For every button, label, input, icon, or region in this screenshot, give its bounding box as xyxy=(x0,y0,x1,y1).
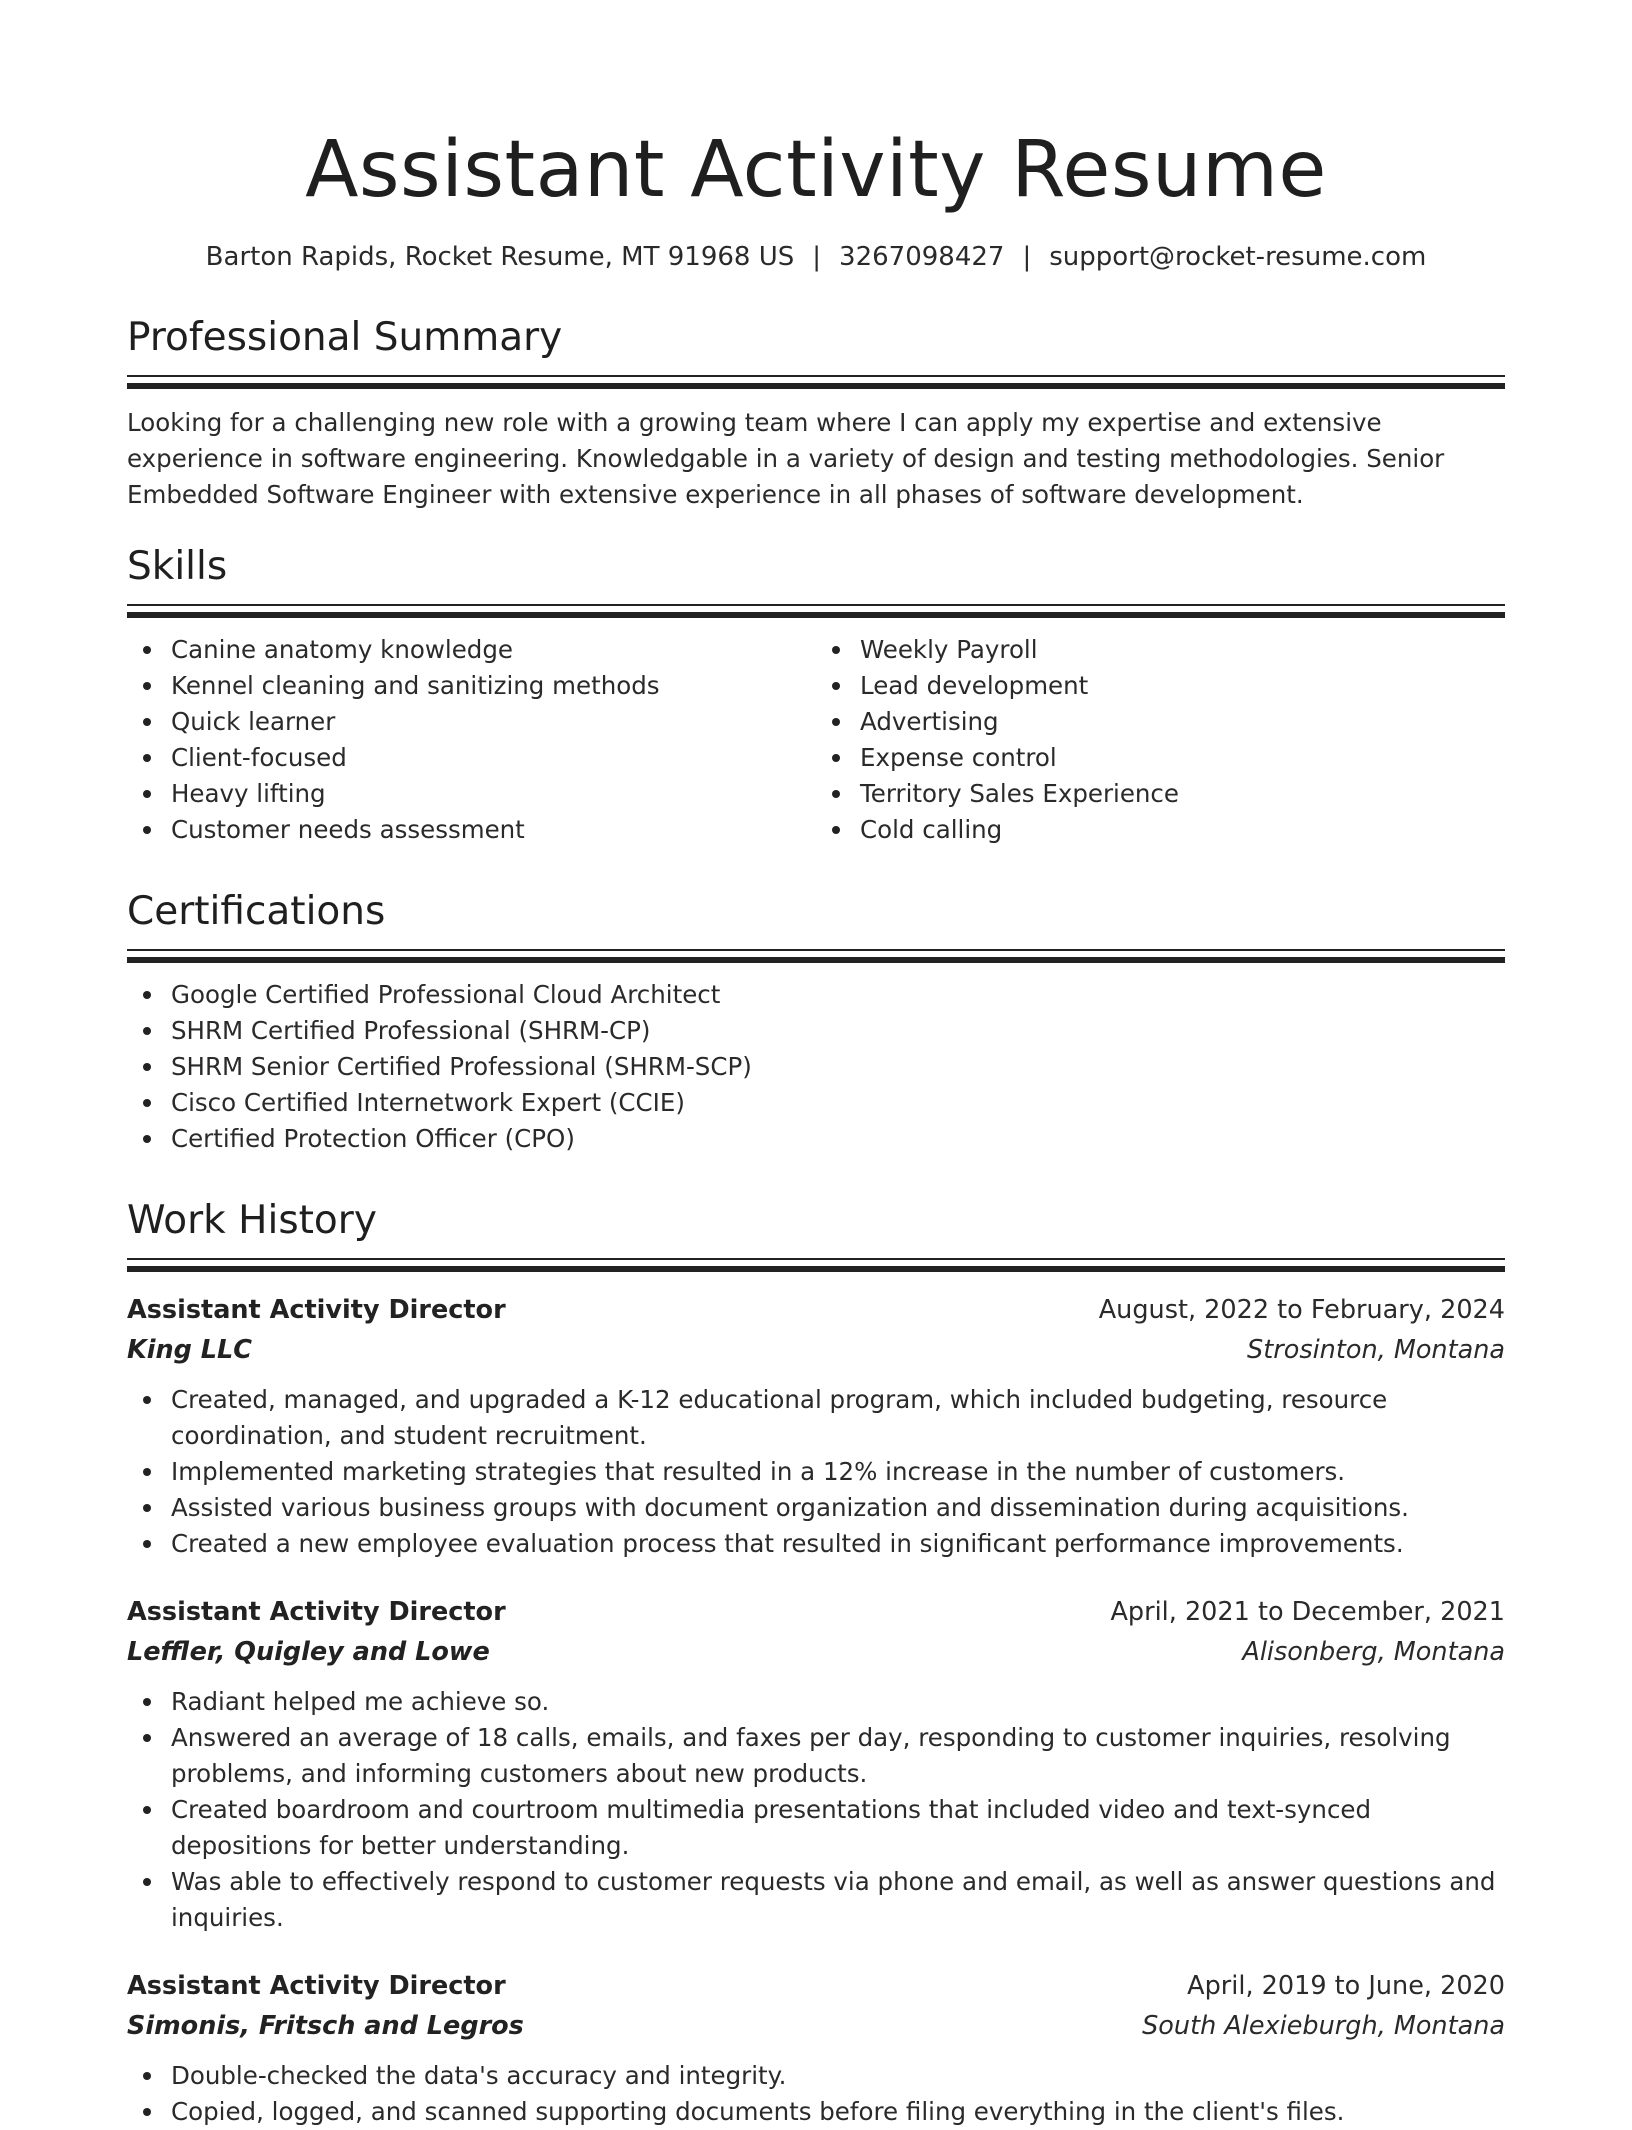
section-heading-skills: Skills xyxy=(127,544,228,589)
job-location: Alisonberg, Montana xyxy=(1242,1637,1505,1667)
skill-item: Cold calling xyxy=(860,812,1505,848)
job-bullet: Was able to effectively respond to customer requests via phone and email, as well as answer questions and inquiries. xyxy=(171,1864,1505,1936)
certification-item: Certified Protection Officer (CPO) xyxy=(171,1121,1505,1157)
skills-grid xyxy=(127,618,1505,848)
job-bullet: Answered an average of 18 calls, emails, and faxes per day, responding to customer inquiries, resolving problems, and informing customers about new products. xyxy=(171,1720,1505,1792)
skill-item: Heavy lifting xyxy=(171,776,816,812)
job-company: King LLC xyxy=(127,1335,252,1365)
certification-item: Google Certified Professional Cloud Architect xyxy=(171,977,1505,1013)
skill-item: Kennel cleaning and sanitizing methods xyxy=(171,668,816,704)
skill-item: Canine anatomy knowledge xyxy=(171,632,816,668)
job-title: Assistant Activity Director xyxy=(127,1597,506,1627)
section-rule xyxy=(127,604,1505,606)
job-bullet: Created a new employee evaluation process that resulted in significant performance improvements. xyxy=(171,1526,1505,1562)
certification-item: SHRM Certified Professional (SHRM-CP) xyxy=(171,1013,1505,1049)
job-dates: August, 2022 to February, 2024 xyxy=(1098,1295,1505,1325)
skill-item: Client-focused xyxy=(171,740,816,776)
skill-item: Weekly Payroll xyxy=(860,632,1505,668)
job-bullets xyxy=(127,1382,1505,1562)
job-company: Simonis, Fritsch and Legros xyxy=(127,2011,524,2041)
section-rule xyxy=(127,1258,1505,1260)
skills-list-left xyxy=(127,632,816,848)
skill-item: Quick learner xyxy=(171,704,816,740)
job-bullet: Implemented marketing strategies that resulted in a 12% increase in the number of customers. xyxy=(171,1454,1505,1490)
skill-item: Expense control xyxy=(860,740,1505,776)
job-bullet: Double-checked the data's accuracy and integrity. xyxy=(171,2058,1505,2094)
skill-item: Lead development xyxy=(860,668,1505,704)
job-entry xyxy=(127,1966,1505,2130)
summary-section xyxy=(127,314,1505,513)
contact-phone: 3267098427 xyxy=(839,242,1005,272)
job-company-row xyxy=(127,1632,1505,1672)
contact-email[interactable]: support@rocket-resume.com xyxy=(1049,242,1427,272)
skill-item: Territory Sales Experience xyxy=(860,776,1505,812)
section-rule-thick xyxy=(127,957,1505,963)
certification-item: Cisco Certified Internetwork Expert (CCIE) xyxy=(171,1085,1505,1121)
contact-line xyxy=(127,240,1505,274)
work-history-section xyxy=(127,1197,1505,2130)
section-rule-thick xyxy=(127,383,1505,389)
job-header-row xyxy=(127,1592,1505,1632)
skill-item: Customer needs assessment xyxy=(171,812,816,848)
job-dates: April, 2019 to June, 2020 xyxy=(1187,1971,1505,2001)
job-bullet: Assisted various business groups with document organization and dissemination during acquisitions. xyxy=(171,1490,1505,1526)
job-company-row xyxy=(127,1330,1505,1370)
job-location: South Alexieburgh, Montana xyxy=(1142,2011,1505,2041)
section-rule-thick xyxy=(127,1266,1505,1272)
summary-text: Looking for a challenging new role with a growing team where I can apply my expertise and extensive experience in software engineering. Knowledgable in a variety of design and testing methodologies. Senior Embedded Software Engineer with extensive experience in all phases of software development. xyxy=(127,408,1445,509)
job-bullets xyxy=(127,1684,1505,1936)
section-heading-certifications: Certifications xyxy=(127,889,386,934)
certification-item: SHRM Senior Certified Professional (SHRM-SCP) xyxy=(171,1049,1505,1085)
section-heading-summary: Professional Summary xyxy=(127,315,563,360)
job-dates: April, 2021 to December, 2021 xyxy=(1110,1597,1505,1627)
job-entry xyxy=(127,1592,1505,1936)
job-header-row xyxy=(127,1290,1505,1330)
job-bullet: Created, managed, and upgraded a K-12 educational program, which included budgeting, resource coordination, and student recruitment. xyxy=(171,1382,1505,1454)
contact-address: Barton Rapids, Rocket Resume, MT 91968 US xyxy=(205,242,795,272)
job-title: Assistant Activity Director xyxy=(127,1971,506,2001)
job-company-row xyxy=(127,2006,1505,2046)
job-bullet: Created boardroom and courtroom multimedia presentations that included video and text-synced depositions for better understanding. xyxy=(171,1792,1505,1864)
skills-section xyxy=(127,543,1505,848)
section-heading-work-history: Work History xyxy=(127,1198,377,1243)
certifications-section xyxy=(127,888,1505,1157)
section-rule xyxy=(127,949,1505,951)
job-bullet: Radiant helped me achieve so. xyxy=(171,1684,1505,1720)
contact-separator: | xyxy=(1022,242,1032,272)
skills-list-right xyxy=(816,632,1505,848)
job-entry xyxy=(127,1290,1505,1562)
section-rule xyxy=(127,375,1505,377)
resume-title: Assistant Activity Resume xyxy=(305,125,1327,215)
job-location: Strosinton, Montana xyxy=(1247,1335,1505,1365)
job-bullet: Copied, logged, and scanned supporting documents before filing everything in the client's files. xyxy=(171,2094,1505,2130)
contact-separator: | xyxy=(812,242,822,272)
job-header-row xyxy=(127,1966,1505,2006)
job-title: Assistant Activity Director xyxy=(127,1295,506,1325)
certifications-list xyxy=(127,977,1505,1157)
job-bullets xyxy=(127,2058,1505,2130)
job-company: Leffler, Quigley and Lowe xyxy=(127,1637,490,1667)
skill-item: Advertising xyxy=(860,704,1505,740)
